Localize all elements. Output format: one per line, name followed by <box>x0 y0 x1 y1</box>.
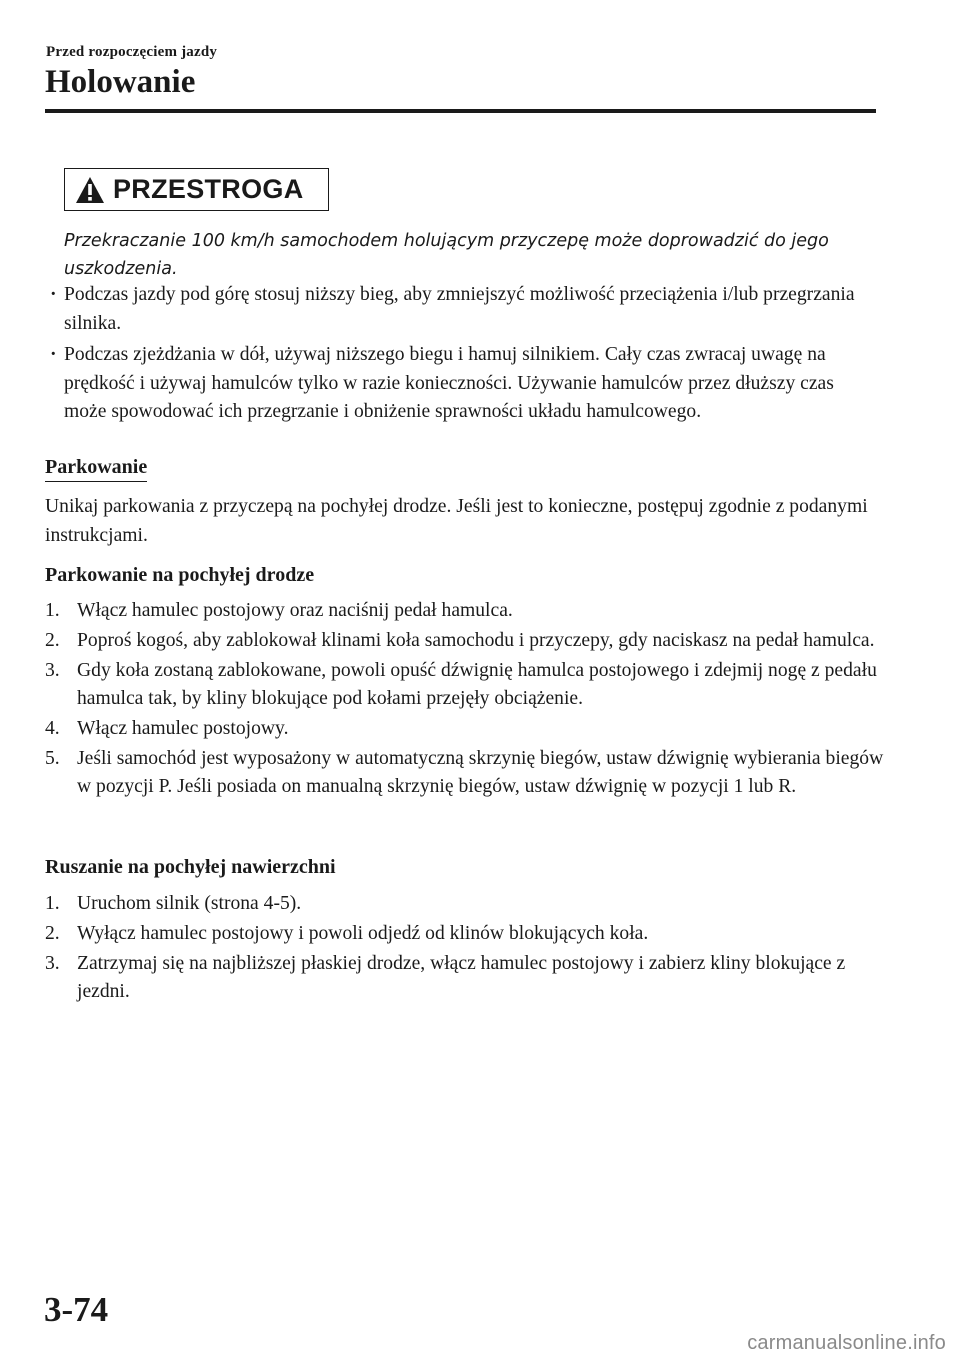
caution-text: Przekraczanie 100 km/h samochodem holującym przyczepę może doprowadzić do jego uszkodzenia. <box>64 231 829 279</box>
caution-bullets <box>44 281 880 430</box>
caution-box <box>64 168 329 211</box>
list-item: 3. Gdy koła zostaną zablokowane, powoli opuść dźwignię hamulca postojowego i zdejmij nogę z pedału hamulca tak, by kliny blokujące pod kołami przejęły obciążenie. <box>45 660 877 709</box>
list-item: · Podczas jazdy pod górę stosuj niższy bieg, aby zmniejszyć możliwość przeciążenia i/lub przegrzania silnika. <box>44 281 880 338</box>
title-rule <box>45 109 876 113</box>
caution-label: PRZESTROGA <box>113 174 304 204</box>
start-on-slope-heading: Ruszanie na pochyłej nawierzchni <box>45 856 336 878</box>
page-title: Holowanie <box>45 64 196 100</box>
chapter-title: Przed rozpoczęciem jazdy <box>46 44 218 60</box>
list-item: 5. Jeśli samochód jest wyposażony w automatyczną skrzynię biegów, ustaw dźwignię wybierania biegów w pozycji P. Jeśli posiada on manualną skrzynię biegów, ustaw dźwignię w pozycji 1 lub R. <box>45 748 884 797</box>
start-on-slope-steps <box>45 890 885 1008</box>
list-item: 4. Włącz hamulec postojowy. <box>45 718 289 739</box>
page-number: 3-74 <box>44 1290 109 1329</box>
list-item: 2. Wyłącz hamulec postojowy i powoli odjedź od klinów blokujących koła. <box>45 923 649 944</box>
list-item: 3. Zatrzymaj się na najbliższej płaskiej drodze, włącz hamulec postojowy i zabierz kliny blokujące z jezdni. <box>45 953 846 1002</box>
list-item: · Podczas zjeżdżania w dół, używaj niższego biegu i hamuj silnikiem. Cały czas zwracaj uwagę na prędkość i używaj hamulców tylko w razie konieczności. Używanie hamulców przez dłuższy czas może spowodować ich przegrzanie i obniżenie sprawności układu hamulcowego. <box>44 341 880 427</box>
parking-intro: Unikaj parkowania z przyczepą na pochyłej drodze. Jeśli jest to konieczne, postępuj zgodnie z podanymi instrukcjami. <box>45 496 868 546</box>
watermark: carmanualsonline.info <box>747 1332 946 1354</box>
list-item: 1. Włącz hamulec postojowy oraz naciśnij pedał hamulca. <box>45 600 513 621</box>
list-item: 1. Uruchom silnik (strona 4-5). <box>45 893 302 914</box>
warning-triangle-icon <box>75 176 105 204</box>
list-item: 2. Poproś kogoś, aby zablokował klinami koła samochodu i przyczepy, gdy naciskasz na pedał hamulca. <box>45 630 875 651</box>
slope-parking-heading: Parkowanie na pochyłej drodze <box>45 564 315 586</box>
section-heading-parking: Parkowanie <box>45 454 147 482</box>
slope-parking-steps <box>45 597 885 803</box>
